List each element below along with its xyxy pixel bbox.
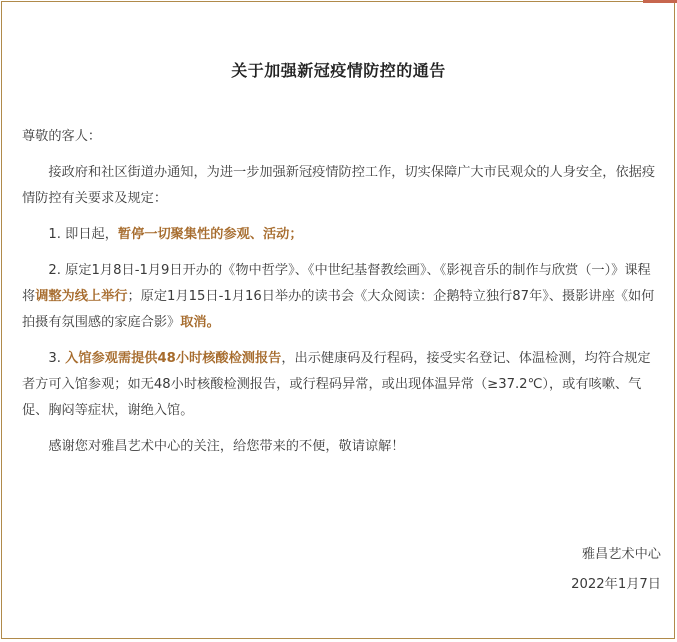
item-3-prefix: 3.: [48, 351, 66, 366]
corner-accent-bar: [643, 0, 677, 3]
notice-title: 关于加强新冠疫情防控的通告: [231, 61, 446, 80]
signature-org: 雅昌艺术中心: [581, 547, 661, 562]
signature-date: 2022年1月7日: [571, 577, 661, 592]
item-3-highlight: 入馆参观需提供48小时核酸检测报告: [65, 351, 282, 366]
signature-block: [571, 541, 661, 601]
notice-item-3: [22, 346, 658, 424]
thanks-paragraph: 感谢您对雅昌艺术中心的关注，给您带来的不便，敬请谅解！: [48, 439, 405, 454]
greeting: 尊敬的客人：: [22, 129, 102, 144]
notice-item-1: [22, 222, 658, 248]
item-2-text-b: ；原定1月15日-1月16日举办的读书会《大众阅读：企鹅特立独行87年》、摄影讲座《如何拍摄有氛围感的家庭合影》: [22, 289, 655, 330]
intro-paragraph: 接政府和社区街道办通知，为进一步加强新冠疫情防控工作，切实保障广大市民观众的人身安全，依据疫情防控有关要求及规定：: [22, 165, 656, 206]
notice-body: [22, 124, 658, 470]
item-2-text-a: 2. 原定1月8日-1月9日开办的《物中哲学》、《中世纪基督教绘画》、《影视音乐的制作与欣赏（一）》课程将: [22, 263, 651, 304]
item-1-highlight: 暂停一切聚集性的参观、活动；: [117, 227, 303, 242]
notice-item-2: [22, 258, 658, 336]
item-2-highlight-b: 取消。: [180, 315, 220, 330]
item-1-text: 1. 即日起，: [48, 227, 118, 242]
item-2-highlight-a: 调整为线上举行: [35, 289, 128, 304]
item-3-text: ，出示健康码及行程码，接受实名登记、体温检测，均符合规定者方可入馆参观；如无48小时核酸检测报告，或行程码异常，或出现体温异常（≥37.2℃），或有咳嗽、气促、胸闷等症状，谢绝入馆。: [22, 351, 651, 418]
